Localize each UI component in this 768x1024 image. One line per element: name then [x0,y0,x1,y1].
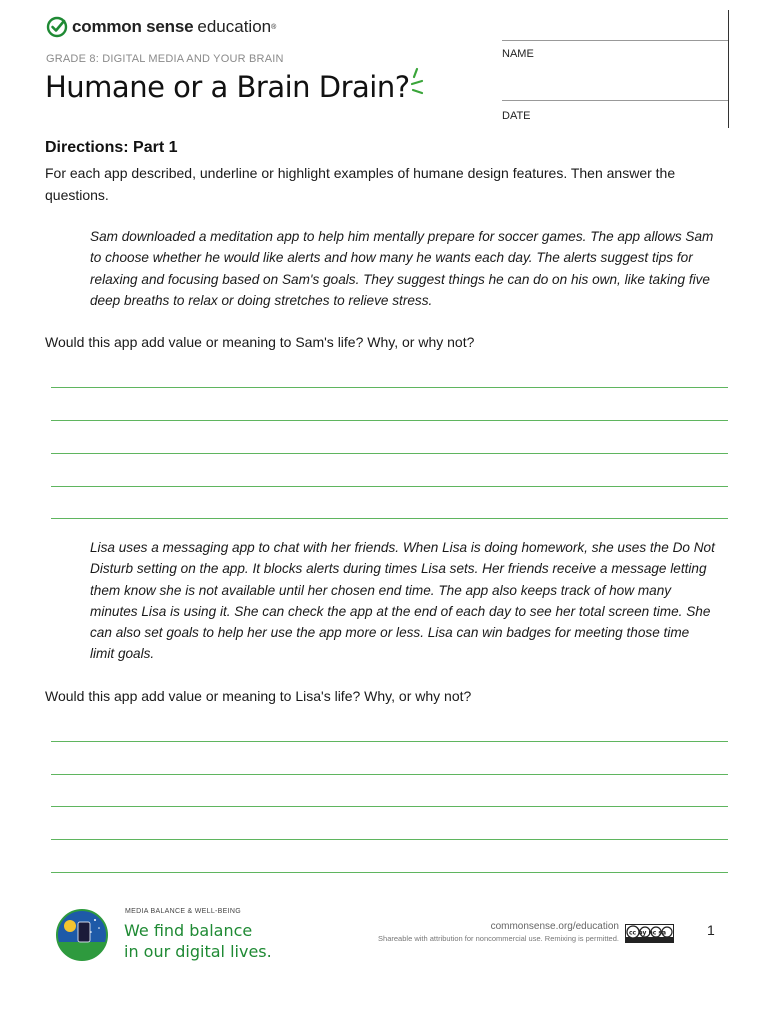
date-label: DATE [502,110,531,122]
answer-line[interactable] [51,806,728,807]
answer-line[interactable] [51,453,728,454]
share-notice: Shareable with attribution for noncommercial use. Remixing is permitted. [378,934,619,943]
answer-line[interactable] [51,518,728,519]
answer-line[interactable] [51,774,728,775]
tagline [124,920,272,962]
spark-icon [408,66,430,96]
answer-line[interactable] [51,741,728,742]
footer-url[interactable]: commonsense.org/education [490,921,619,932]
balance-circle-icon [55,908,109,962]
grade-label: GRADE 8: DIGITAL MEDIA AND YOUR BRAIN [46,53,284,65]
brand-logo [46,15,276,39]
scenario-text: Sam downloaded a meditation app to help him mentally prepare for soccer games. The app allows Sam to choose whether he would like alerts and how many he wants each day. The alerts suggest tips for relaxing and focusing based on Sam's goals. They suggest things he can do on his own, like taking five deep breaths to relax or doing stretches to relieve stress. [90,229,714,308]
date-field[interactable] [502,100,728,122]
directions-text: For each app described, underline or highlight examples of humane design features. Then answer the questions. [45,165,676,203]
answer-line[interactable] [51,420,728,421]
checkmark-circle-icon [46,16,68,38]
answer-line[interactable] [51,839,728,840]
question-text: Would this app add value or meaning to Sam's life? Why, or why not? [45,334,475,350]
creative-commons-icon [625,924,674,943]
name-label: NAME [502,48,534,60]
license-badge-text: cc by nc sa [629,929,667,937]
answer-line[interactable] [51,486,728,487]
page-title: Humane or a Brain Drain? [45,70,410,104]
name-field[interactable] [502,40,728,60]
scenario-text: Lisa uses a messaging app to chat with her friends. When Lisa is doing homework, she uses the Do Not Disturb setting on the app. It blocks alerts during times Lisa sets. Her friends receive a message letting them know she is not available until her chosen end time. The app also keeps track of how many minutes Lisa is using it. She can check the app at the end of each day to see her total screen time. She can also set goals to help her use the app more or less. Lisa can win badges for meeting those time limit goals. [90,540,715,662]
header-divider [728,10,729,128]
tagline-line-1: We find balance [124,921,253,940]
tagline-line-2: in our digital lives. [124,942,272,961]
answer-line[interactable] [51,872,728,873]
logo-trademark: ® [271,23,277,31]
question-text: Would this app add value or meaning to Lisa's life? Why, or why not? [45,688,472,704]
category-label: MEDIA BALANCE & WELL-BEING [125,908,241,915]
page-number: 1 [707,922,715,938]
logo-text-light: education [197,17,272,36]
logo-text-bold: common sense [72,17,194,36]
directions-title: Directions: Part 1 [45,139,178,156]
answer-line[interactable] [51,387,728,388]
